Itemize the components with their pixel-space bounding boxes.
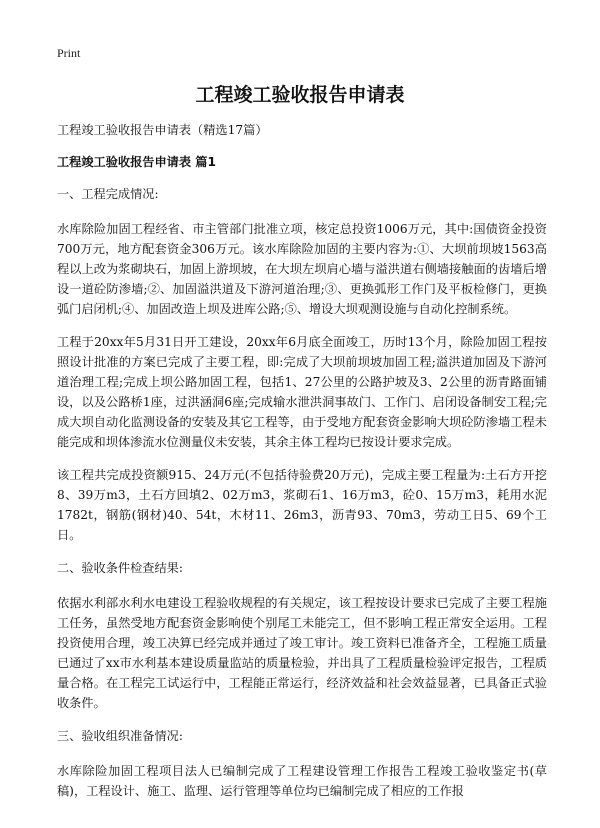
paragraph-organization-details: 水库除险加固工程项目法人已编制完成了工程建设管理工作报告工程竣工验收鉴定书(草稿)，工程设计、施工、监理、运行管理等单位均已编制完成了相应的工作报 <box>57 764 547 798</box>
page-title: 工程竣工验收报告申请表 <box>195 84 405 106</box>
paragraph-acceptance-results: 依据水利部水利水电建设工程验收规程的有关规定，该工程按设计要求已完成了主要工程施工任务，虽然受地方配套资金影响使个别尾工未能完工，但不影响工程正常安全运用。工程投资使用合理，竣工决算已经完成并通过了竣工审计。竣工资料已准备齐全，工程施工质量已通过了xx市水利基本建设质量监站的质量检验，并出具了工程质量检验评定报告，工程质量合格。在工程完工试运行中，工程能正常运行，经济效益和社会效益显著，已具备正式验收条件。 <box>57 596 547 710</box>
document-body <box>57 120 547 814</box>
heading-acceptance-check: 二、验收条件检查结果: <box>57 561 183 575</box>
paragraph-investment-quantities: 该工程共完成投资额915、24万元(不包括待验费20万元)，完成主要工程量为:土石方开挖8、39万m3，土石方回填2、02万m3，浆砌石1、16万m3，砼0、15万m3，耗用水泥1782t，钢筋(钢材)40、54t，木材11、26m3，沥青93、70m3，劳动工日5、69个工日。 <box>57 468 547 542</box>
print-link[interactable]: Print <box>57 46 81 60</box>
paragraph-project-overview: 水库除险加固工程经省、市主管部门批准立项，核定总投资1006万元，其中:国债资金投资700万元，地方配套资金306万元。该水库除险加固的主要内容为:①、大坝前坝坡1563高程以上改为浆砌块石，加固上游坝坡，在大坝左坝肩心墙与溢洪道右侧墙接触面的齿墙后增设一道砼防渗墙;②、加固溢洪道及下游河道治理;③、更换弧形工作门及平板检修门，更换弧门启闭机;④、加固改造上坝及进库公路;⑤、增设大坝观测设施与自动化控制系统。 <box>57 222 547 316</box>
section-title: 工程竣工验收报告申请表 篇1 <box>57 155 216 169</box>
heading-completion-status: 一、工程完成情况: <box>57 187 159 201</box>
document-subtitle: 工程竣工验收报告申请表（精选17篇） <box>57 123 268 137</box>
paragraph-construction-progress: 工程于20xx年5月31日开工建设，20xx年6月底全面竣工，历时13个月，除险加固工程按照设计批准的方案已完成了主要工程，即:完成了大坝前坝坡加固工程;溢洪道加固及下游河道治理工程;完成上坝公路加固工程，包括1、27公里的公路护坡及3、2公里的沥青路面铺设，以及公路桥1座，过洪涵洞6座;完成输水泄洪洞事故门、工作门、启闭设备制安工程;完成大坝自动化监测设备的安装及其它工程等，由于受地方配套资金影响大坝砼防渗墙工程未能完成和坝体渗流水位测量仪未安装，其余主体工程均已按设计要求完成。 <box>57 335 547 449</box>
heading-organization-prep: 三、验收组织准备情况: <box>57 729 183 743</box>
